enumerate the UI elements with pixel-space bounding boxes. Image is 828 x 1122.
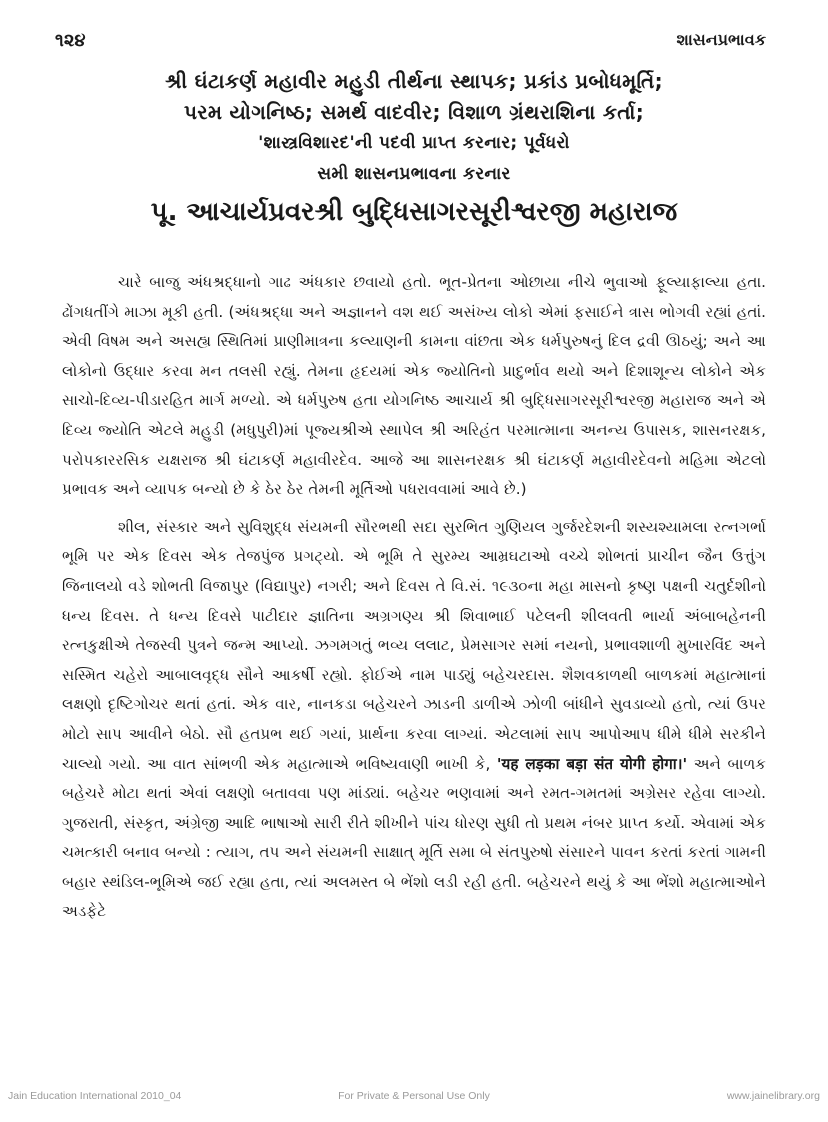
paragraph-2-text-b: અને બાળક બહેચરે મોટા થતાં એવાં લક્ષણો બતાવવા પણ માંડ્યાં. બહેચર ભણવામાં અને રમત-ગમતમાં અગ્રેસર રહેવા લાગ્યો. ગુજરાતી, સંસ્કૃત, અંગ્રેજી આદિ ભાષાઓ સારી રીતે શીખીને પાંચ ધોરણ સુધી તો પ્રથમ નંબર પ્રાપ્ત કર્યો. એવામાં એક ચમત્કારી બનાવ બન્યો : ત્યાગ, તપ અને સંયમની સાક્ષાત્ મૂર્તિ સમા બે સંતપુરુષો સંસારને પાવન કરતાં કરતાં ગામની બહાર સ્થંડિલ-ભૂમિએ જઈ રહ્યા હતા, ત્યાં અલમસ્ત બે ભેંશો લડી રહી હતી. બહેચરને થયું કે આ ભેંશો મહાત્માઓને અડફેટે [62,754,767,921]
article-body [62,268,766,927]
footer-usage-note: For Private & Personal Use Only [338,1090,490,1102]
title-line-1: શ્રી ઘંટાકર્ણ મહાવીર મહુડી તીર્થના સ્થાપક; પ્રકાંડ પ્રબોધમૂર્તિ; [165,69,663,93]
page-header [55,30,766,54]
title-line-2: પરમ યોગનિષ્ઠ; સમર્થ વાદવીર; વિશાળ ગ્રંથરાશિના કર્તા; [183,100,645,124]
main-title: પૂ. આચાર્યપ્રવરશ્રી બુદ્ધિસાગરસૂરીશ્વરજી મહારાજ [150,197,678,227]
title-line-3: 'શાસ્ત્રવિશારદ'ની પદવી પ્રાપ્ત કરનાર; પૂર્વધરો [258,133,570,153]
footer-publisher: Jain Education International 2010_04 [8,1090,182,1102]
running-head: શાસનપ્રભાવક [676,30,766,49]
page-number: ૧૨૪ [55,30,86,51]
footer-website-link[interactable]: www.jainelibrary.org [726,1090,820,1102]
title-block [40,66,788,232]
hindi-quote: 'यह लड़का बड़ा संत योगी होगा।' [496,754,688,773]
paragraph-2 [62,513,766,927]
paragraph-1-text: ચારે બાજુ અંધશ્રદ્ધાનો ગાઢ અંધકાર છવાયો હતો. ભૂત-પ્રેતના ઓછાયા નીચે ભુવાઓ ફૂલ્યાફાલ્યા હતા. ઢોંગધતીંગે માઝા મૂકી હતી. (અંધશ્રદ્ધા અને અજ્ઞાનને વશ થઈ અસંખ્ય લોકો એમાં ફસાઈને ત્રાસ ભોગવી રહ્યાં હતાં. એવી વિષમ અને અસહ્ય સ્થિતિમાં પ્રાણીમાત્રના કલ્યાણની કામના વાંછતા એક ધર્મપુરુષનું દિલ દ્રવી ઊઠયું; અને આ લોકોનો ઉદ્ધાર કરવા મન તલસી રહ્યું. તેમના હૃદયમાં એક જ્યોતિનો પ્રાદુર્ભાવ થયો અને દિશાશૂન્ય લોકોને એક સાચો-દિવ્ય-પીડારહિત માર્ગ મળ્યો. એ ધર્મપુરુષ હતા યોગનિષ્ઠ આચાર્ય શ્રી બુદ્ધિસાગરસૂરીશ્વરજી મહારાજ અને એ દિવ્ય જ્યોતિ એટલે મહુડી (મધુપુરી)માં પૂજ્યશ્રીએ સ્થાપેલ શ્રી અરિહંત પરમાત્માના અનન્ય ઉપાસક, શાસનરક્ષક, પરોપકારરસિક યક્ષરાજ શ્રી ઘંટાકર્ણ મહાવીરદેવ. આજે આ શાસનરક્ષક શ્રી ઘંટાકર્ણ મહાવીરદેવનો મહિમા એટલો પ્રભાવક અને વ્યાપક બન્યો છે કે ઠેર ઠેર તેમની મૂર્તિઓ પધરાવવામાં આવે છે.) [62,273,766,499]
page-footer [8,1090,820,1104]
paragraph-2-text-a: શીલ, સંસ્કાર અને સુવિશુદ્ધ સંયમની સૌરભથી સદા સુરભિત ગુણિયલ ગુર્જરદેશની શસ્યશ્યામલા રત્નગર્ભા ભૂમિ પર એક દિવસ એક તેજપુંજ પ્રગટ્યો. એ ભૂમિ તે સુરમ્ય આમ્રઘટાઓ વચ્ચે શોભતાં પ્રાચીન જૈન ઉત્તુંગ જિનાલયો વડે શોભતી વિજાપુર (વિદ્યાપુર) નગરી; અને દિવસ તે વિ.સં. ૧૯૩૦ના મહા માસનો કૃષ્ણ પક્ષની ચતુર્દશીનો ધન્ય દિવસ. તે ધન્ય દિવસે પાટીદાર જ્ઞાતિના અગ્રગણ્ય શ્રી શિવાભાઈ પટેલની શીલવતી ભાર્યા અંબાબહેનની રત્નકુક્ષીએ તેજસ્વી પુત્રને જન્મ આપ્યો. ઝગમગતું ભવ્ય લલાટ, પ્રેમસાગર સમાં નયનો, પ્રભાવશાળી મુખારવિંદ અને સસ્મિત ચહેરો આબાલવૃદ્ધ સૌને આકર્ષી રહ્યો. ફોઈએ નામ પાડ્યું બહેચરદાસ. શૈશવકાળથી બાળકમાં મહાત્માનાં લક્ષણો દૃષ્ટિગોચર થતાં હતાં. એક વાર, નાનકડા બહેચરને ઝાડની ડાળીએ ઝોળી બાંધીને સુવડાવ્યો હતો, ત્યાં ઉપર મોટો સાપ આવીને બેઠો. સૌ હતપ્રભ થઈ ગયાં, પ્રાર્થના કરવા લાગ્યાં. એટલામાં સાપ આપોઆપ ધીમે ધીમે સરકીને ચાલ્યો ગયો. આ વાત સાંભળી એક મહાત્માએ ભવિષ્યવાણી ભાખી કે, [62,517,766,773]
title-line-4: સમી શાસનપ્રભાવના કરનાર [317,164,511,184]
paragraph-1 [62,268,766,505]
